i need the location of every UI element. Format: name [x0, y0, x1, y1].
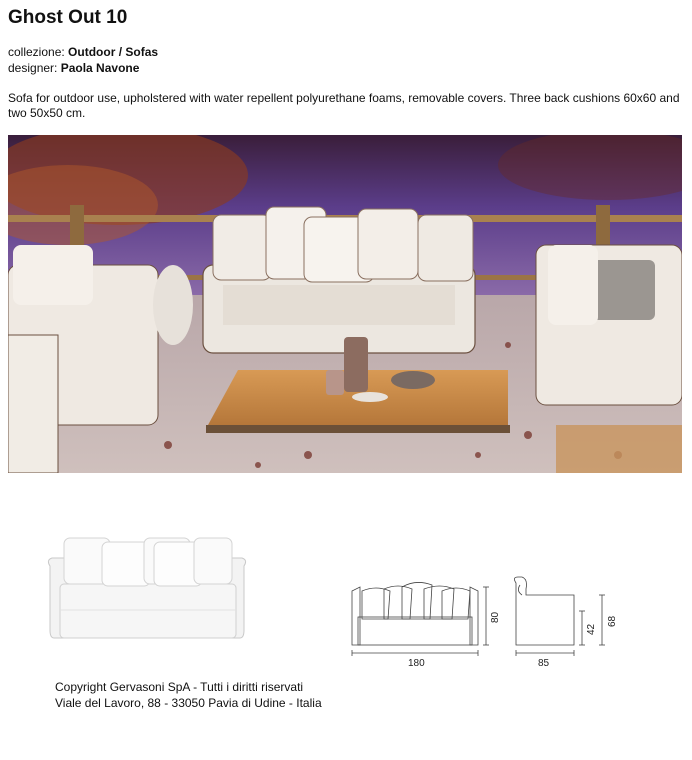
dimension-seat-height: 42 — [586, 623, 597, 635]
collection-value: Outdoor / Sofas — [68, 45, 159, 59]
dimension-depth: 85 — [538, 658, 550, 669]
collection-line — [8, 45, 158, 60]
technical-drawing — [340, 565, 640, 675]
lifestyle-photo — [8, 135, 682, 473]
footer — [55, 679, 322, 711]
technical-drawing-graphic — [340, 565, 640, 675]
designer-label: designer: — [8, 61, 61, 75]
dimension-height: 80 — [490, 611, 501, 623]
product-photo — [44, 530, 250, 650]
footer-address: Viale del Lavoro, 88 - 33050 Pavia di Udine - Italia — [55, 696, 322, 710]
lifestyle-photo-graphic — [8, 135, 682, 473]
product-photo-graphic — [44, 530, 250, 650]
designer-line — [8, 61, 139, 76]
product-description: Sofa for outdoor use, upholstered with water repellent polyurethane foams, removable covers. Three back cushions 60x60 and two 50x50 cm. — [8, 91, 680, 120]
product-title: Ghost Out 10 — [8, 7, 128, 28]
collection-label: collezione: — [8, 45, 69, 59]
dimension-arm-height: 68 — [607, 615, 618, 627]
designer-value: Paola Navone — [60, 61, 140, 75]
footer-copyright: Copyright Gervasoni SpA - Tutti i diritti riservati — [55, 680, 304, 694]
dimension-width: 180 — [408, 658, 425, 669]
